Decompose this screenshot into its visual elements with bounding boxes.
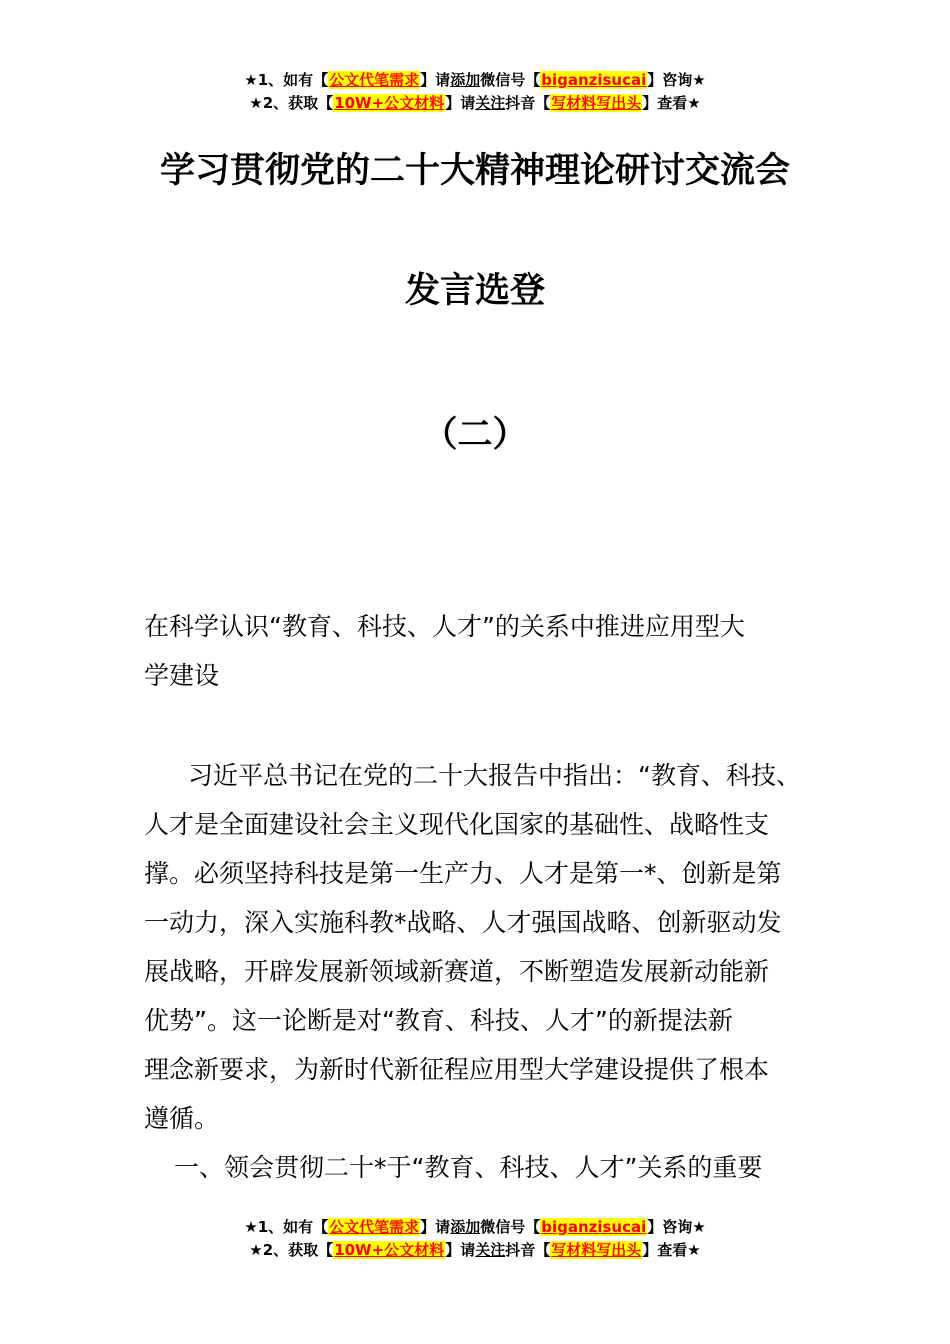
- document-title: 学习贯彻党的二十大精神理论研讨交流会: [159, 151, 790, 191]
- banner-text: 】请: [420, 1218, 451, 1236]
- bottom-banner: [0, 1216, 950, 1262]
- underlined-text: 添加: [450, 1218, 481, 1236]
- section-heading: 一、领会贯彻二十*于“教育、科技、人才”关系的重要: [174, 1153, 763, 1182]
- banner-text: 抖音【: [505, 1241, 551, 1259]
- top-banner: [0, 69, 950, 115]
- banner-text: ★2、获取【: [249, 1241, 334, 1259]
- paragraph-line: 撑。必须坚持科技是第一生产力、人才是第一*、创新是第: [144, 859, 782, 888]
- highlight-text: 写材料写出头: [551, 94, 642, 112]
- banner-line-2: [0, 1239, 950, 1262]
- banner-text: 】请: [445, 94, 476, 112]
- banner-text: ★1、如有【: [244, 1218, 329, 1236]
- banner-line-1: [0, 69, 950, 92]
- subtitle-line: 学建设: [144, 661, 220, 690]
- article-body: [144, 751, 834, 1192]
- paragraph-line: 习近平总书记在党的二十大报告中指出：“教育、科技、: [188, 761, 801, 790]
- subtitle-line: 在科学认识“教育、科技、人才”的关系中推进应用型大: [144, 612, 745, 641]
- highlight-text: 10W+公文材料: [334, 1241, 445, 1259]
- highlight-text: 写材料写出头: [551, 1241, 642, 1259]
- paragraph-line: 优势”。这一论断是对“教育、科技、人才”的新提法新: [144, 1006, 733, 1035]
- paragraph-line: 展战略，开辟发展新领域新赛道，不断塑造发展新动能新: [144, 957, 770, 986]
- highlight-text: 10W+公文材料: [334, 94, 445, 112]
- highlight-text: biganzisucai: [541, 71, 647, 89]
- paragraph-line: 遵循。: [144, 1104, 220, 1133]
- banner-text: 微信号【: [480, 1218, 541, 1236]
- highlight-text: 公文代笔需求: [329, 71, 420, 89]
- highlight-text: biganzisucai: [541, 1218, 647, 1236]
- banner-text: 】咨询★: [647, 1218, 706, 1236]
- document-title-number: （二）: [422, 415, 528, 455]
- underlined-text: 关注: [475, 1241, 506, 1259]
- highlight-text: 公文代笔需求: [329, 1218, 420, 1236]
- banner-line-2: [0, 92, 950, 115]
- underlined-text: 添加: [450, 71, 481, 89]
- paragraph-line: 一动力，深入实施科教*战略、人才强国战略、创新驱动发: [144, 908, 782, 937]
- banner-text: 】请: [445, 1241, 476, 1259]
- document-title-line-2: 发言选登: [404, 271, 545, 311]
- banner-line-1: [0, 1216, 950, 1239]
- banner-text: 微信号【: [480, 71, 541, 89]
- banner-text: 】咨询★: [647, 71, 706, 89]
- underlined-text: 关注: [475, 94, 506, 112]
- banner-text: ★2、获取【: [249, 94, 334, 112]
- banner-text: ★1、如有【: [244, 71, 329, 89]
- banner-text: 】查看★: [642, 1241, 701, 1259]
- paragraph-line: 人才是全面建设社会主义现代化国家的基础性、战略性支: [144, 810, 770, 839]
- banner-text: 】查看★: [642, 94, 701, 112]
- article-subtitle: [144, 602, 834, 700]
- paragraph-line: 理念新要求，为新时代新征程应用型大学建设提供了根本: [144, 1055, 770, 1084]
- banner-text: 抖音【: [505, 94, 551, 112]
- banner-text: 】请: [420, 71, 451, 89]
